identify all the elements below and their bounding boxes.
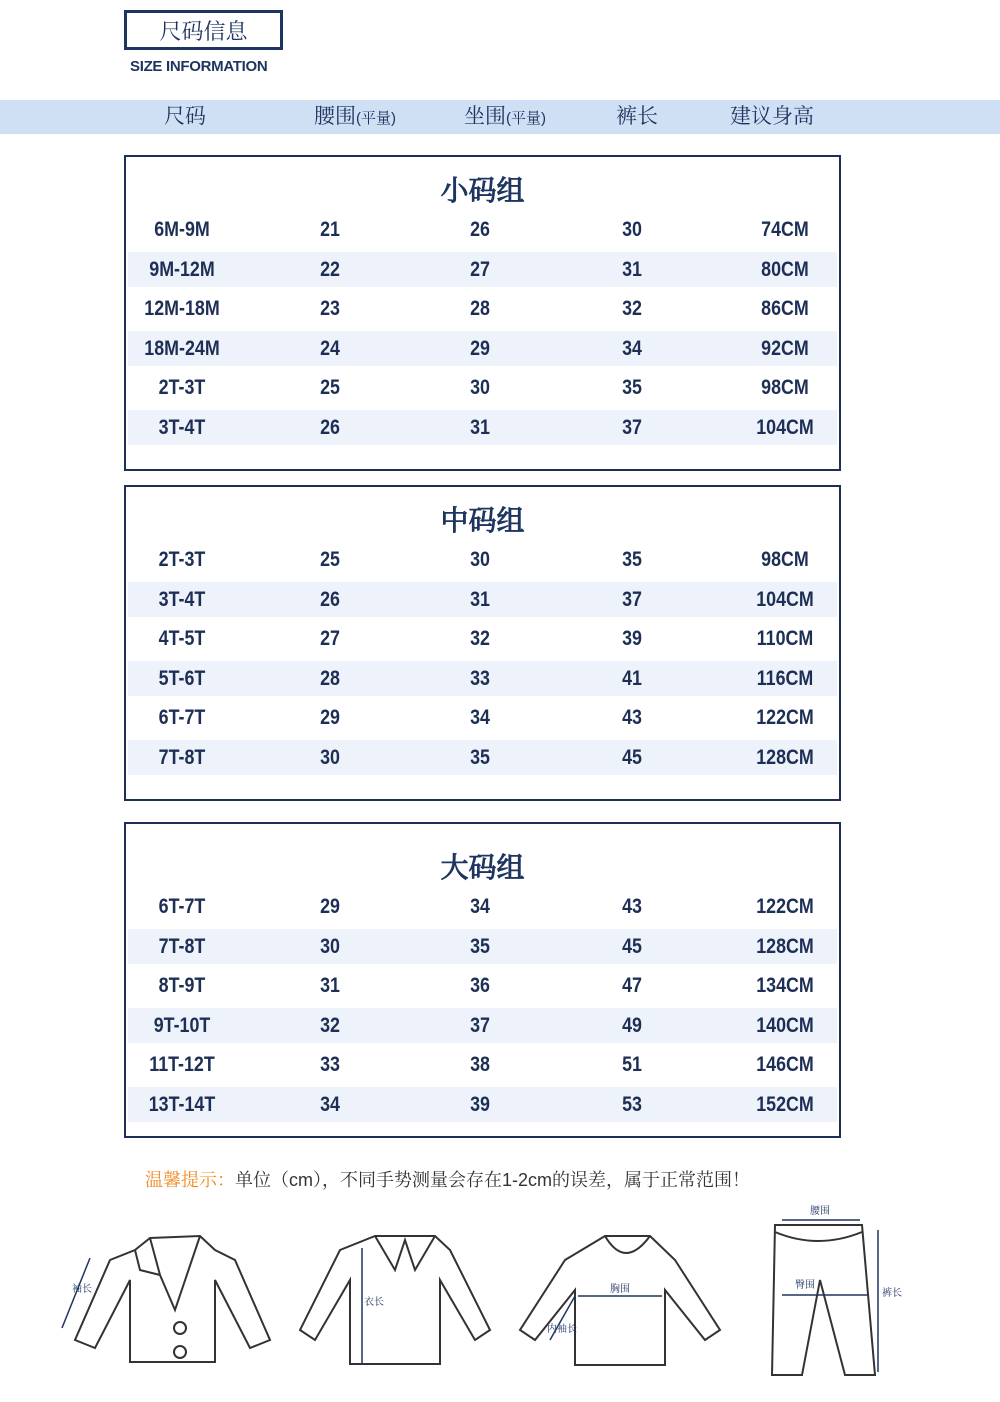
- column-header-note: (平量): [356, 110, 396, 127]
- group-title: 小码组: [440, 175, 525, 206]
- column-header: [730, 100, 814, 134]
- table-cell: 9T-10T: [153, 1013, 211, 1037]
- column-header-label: 坐围: [464, 105, 506, 128]
- table-row: [128, 1008, 837, 1043]
- table-cell: 134CM: [756, 974, 814, 997]
- table-cell: 38: [470, 1053, 490, 1076]
- table-cell: 28: [470, 297, 490, 320]
- table-row: [128, 621, 837, 656]
- table-cell: 9M-12M: [149, 257, 215, 281]
- table-cell: 13T-14T: [148, 1092, 216, 1116]
- table-cell: 36: [470, 974, 490, 997]
- table-cell: 104CM: [756, 587, 814, 611]
- table-cell: 7T-8T: [158, 745, 206, 769]
- table-cell: 31: [470, 415, 490, 439]
- table-cell: 30: [320, 745, 340, 769]
- column-header-label: 建议身高: [730, 105, 814, 128]
- table-cell: 35: [470, 934, 490, 958]
- sweater-drawing: [520, 1236, 720, 1365]
- table-cell: 33: [470, 666, 490, 690]
- column-header-label: 裤长: [616, 105, 658, 128]
- table-cell: 26: [320, 415, 340, 439]
- table-cell: 98CM: [761, 376, 809, 399]
- size-group-table: [124, 822, 841, 1138]
- table-row: [128, 252, 837, 287]
- table-row: [128, 700, 837, 735]
- table-cell: 6T-7T: [158, 706, 206, 729]
- table-cell: 74CM: [761, 218, 809, 241]
- table-cell: 47: [622, 974, 642, 997]
- table-cell: 35: [622, 548, 642, 571]
- table-row: [128, 929, 837, 964]
- table-cell: 29: [470, 336, 490, 360]
- table-cell: 24: [320, 336, 340, 360]
- table-cell: 23: [320, 297, 340, 320]
- table-cell: 32: [320, 1013, 340, 1037]
- table-cell: 34: [320, 1092, 340, 1116]
- column-header: [164, 100, 206, 134]
- table-cell: 31: [320, 974, 340, 997]
- table-cell: 140CM: [756, 1013, 814, 1037]
- pants-drawing: [772, 1205, 902, 1375]
- table-cell: 21: [320, 218, 340, 241]
- label-hip: 臀围: [795, 1280, 815, 1291]
- table-cell: 30: [470, 548, 490, 571]
- group-title: 中码组: [440, 505, 525, 536]
- table-cell: 27: [470, 257, 490, 281]
- table-cell: 32: [622, 297, 642, 320]
- label-sleeve: 袖长: [72, 1284, 92, 1295]
- table-cell: 6M-9M: [154, 218, 210, 241]
- table-cell: 30: [320, 934, 340, 958]
- table-cell: 80CM: [761, 257, 809, 281]
- note-label: 温馨提示：: [145, 1170, 235, 1190]
- table-row: [128, 331, 837, 366]
- table-cell: 152CM: [756, 1092, 814, 1116]
- column-header-band: [0, 100, 1000, 134]
- table-cell: 35: [622, 376, 642, 399]
- measurement-diagram: [50, 1200, 950, 1390]
- table-cell: 18M-24M: [144, 336, 220, 360]
- table-cell: 30: [470, 376, 490, 399]
- shirt-drawing: [300, 1236, 490, 1365]
- table-cell: 25: [320, 548, 340, 571]
- table-cell: 122CM: [756, 895, 814, 918]
- table-cell: 110CM: [756, 627, 814, 650]
- table-cell: 4T-5T: [158, 627, 206, 650]
- table-cell: 22: [320, 257, 340, 281]
- measurement-note: [145, 1166, 750, 1192]
- jacket-drawing: [62, 1236, 270, 1362]
- table-row: [128, 889, 837, 924]
- table-cell: 29: [320, 706, 340, 729]
- table-cell: 26: [470, 218, 490, 241]
- column-header-note: (平量): [506, 110, 546, 127]
- table-cell: 39: [622, 627, 642, 650]
- table-cell: 45: [622, 745, 642, 769]
- table-cell: 41: [622, 666, 642, 690]
- table-cell: 86CM: [761, 297, 809, 320]
- table-cell: 53: [622, 1092, 642, 1116]
- table-row: [128, 740, 837, 775]
- table-cell: 3T-4T: [158, 415, 206, 439]
- label-chest: 胸围: [610, 1284, 630, 1295]
- table-cell: 8T-9T: [158, 974, 206, 997]
- group-title: 大码组: [440, 852, 525, 883]
- table-cell: 128CM: [756, 745, 814, 769]
- table-cell: 34: [470, 895, 490, 918]
- table-cell: 3T-4T: [158, 587, 206, 611]
- table-cell: 39: [470, 1092, 490, 1116]
- table-row: [128, 1087, 837, 1122]
- table-cell: 43: [622, 706, 642, 729]
- table-cell: 31: [470, 587, 490, 611]
- table-cell: 32: [470, 627, 490, 650]
- table-cell: 33: [320, 1053, 340, 1076]
- table-cell: 116CM: [756, 666, 814, 690]
- table-row: [128, 370, 837, 405]
- table-cell: 104CM: [756, 415, 814, 439]
- table-cell: 2T-3T: [158, 548, 206, 571]
- table-cell: 34: [622, 336, 642, 360]
- table-cell: 49: [622, 1013, 642, 1037]
- table-cell: 128CM: [756, 934, 814, 958]
- table-cell: 28: [320, 666, 340, 690]
- column-header: [616, 100, 658, 134]
- column-header-label: 腰围: [314, 105, 356, 128]
- table-row: [128, 291, 837, 326]
- table-row: [128, 968, 837, 1003]
- column-header: [314, 100, 396, 134]
- table-row: [128, 1047, 837, 1082]
- table-cell: 37: [622, 415, 642, 439]
- table-cell: 146CM: [756, 1053, 814, 1076]
- table-cell: 37: [622, 587, 642, 611]
- table-cell: 43: [622, 895, 642, 918]
- note-text: 单位（cm），不同手势测量会存在1-2cm的误差，属于正常范围！: [235, 1170, 751, 1190]
- table-cell: 7T-8T: [158, 934, 206, 958]
- table-cell: 37: [470, 1013, 490, 1037]
- table-cell: 11T-12T: [149, 1053, 215, 1076]
- label-waist: 腰围: [810, 1206, 830, 1217]
- table-cell: 6T-7T: [158, 895, 206, 918]
- table-cell: 35: [470, 745, 490, 769]
- table-cell: 2T-3T: [158, 376, 206, 399]
- size-group-table: [124, 485, 841, 801]
- section-title: 尺码信息: [124, 10, 283, 50]
- label-pants-length: 裤长: [882, 1288, 902, 1299]
- table-cell: 122CM: [756, 706, 814, 729]
- table-row: [128, 410, 837, 445]
- size-group-table: [124, 155, 841, 471]
- table-row: [128, 661, 837, 696]
- table-cell: 92CM: [761, 336, 809, 360]
- column-header: [464, 100, 546, 134]
- table-row: [128, 582, 837, 617]
- table-row: [128, 542, 837, 577]
- table-cell: 29: [320, 895, 340, 918]
- table-cell: 25: [320, 376, 340, 399]
- table-row: [128, 212, 837, 247]
- label-length: 衣长: [364, 1297, 384, 1308]
- table-cell: 34: [470, 706, 490, 729]
- table-cell: 45: [622, 934, 642, 958]
- column-header-label: 尺码: [164, 105, 206, 128]
- table-cell: 31: [622, 257, 642, 281]
- table-cell: 27: [320, 627, 340, 650]
- table-cell: 98CM: [761, 548, 809, 571]
- table-cell: 12M-18M: [144, 297, 220, 320]
- table-cell: 30: [622, 218, 642, 241]
- table-cell: 51: [622, 1053, 642, 1076]
- table-cell: 26: [320, 587, 340, 611]
- label-inner-sleeve: 内袖长: [547, 1324, 577, 1335]
- table-cell: 5T-6T: [158, 666, 206, 690]
- section-subtitle: SIZE INFORMATION: [130, 58, 268, 75]
